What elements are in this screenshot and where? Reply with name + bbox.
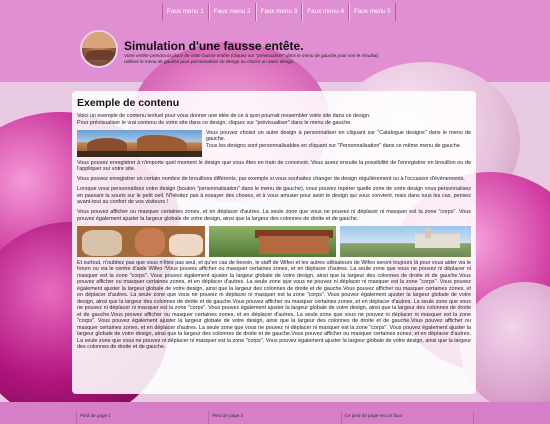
food-image bbox=[77, 226, 205, 257]
tower-shape bbox=[425, 228, 431, 238]
paragraph-1: Vous pouvez enregistrer à n'importe quel moment le design que vous êtes en train de concevoir. Vous aurez ensuite la possibilité de l'enregistrer en brouillon ou de l'appliquer sur votre site. bbox=[77, 159, 471, 172]
ground-shape bbox=[77, 151, 202, 157]
side-text-2: Tous les designs sont personnalisables en cliquant sur "Personnalisation" dans ce même menu de gauche. bbox=[206, 142, 462, 149]
paragraph-3: Lorsque vous personnalisez votre design (bouton "personnalisation" dans le menu de gauche), vous pouvez repérer quelle zone de votre design vous personnalisez en passant la souris sur le petit oeil. N'hésitez pas à essayer des choses, et à vous amuser pour avoir le design qui vous convient, mais dans tous les cas, pensez avant-tout au confort de vos visiteurs ! bbox=[77, 186, 471, 205]
food-shape bbox=[82, 230, 122, 256]
footer-col-1: Pied de page 1 bbox=[76, 411, 208, 424]
side-text bbox=[206, 130, 471, 157]
intro-line-2: Pour prévisualiser le vrai contenu de votre site dans ce design, cliquez sur "prévisualiser" dans le menu de gauche. bbox=[77, 119, 352, 126]
desert-image bbox=[77, 130, 202, 157]
castle-image bbox=[340, 226, 471, 257]
nav-item-1[interactable]: Faux menu 1 bbox=[162, 3, 209, 21]
intro-row bbox=[77, 130, 471, 157]
logo-mountain bbox=[86, 50, 116, 60]
page-title: Exemple de contenu bbox=[77, 97, 180, 109]
house-image bbox=[209, 226, 337, 257]
paragraph-5: Et surtout, n'oubliez pas que vous n'êtes pas seul, et qu'en cas de besoin, le staff de Wifeo et les autres utilisateurs de Wifeo seront toujours là pour vous aider via le forum ou via le centre d'aide Wifeo !Vous pouvez afficher ou masquer certaines zones, et en déplacer d'autres. La seule zone que vous ne pouvez ni déplacer ni masquer est la zone "corps". Vous pouvez également ajuster la largeur globale de votre design, ainsi que la largeur des colonnes de droite et de gauche.Vous pouvez afficher ou masquer certaines zones, et en déplacer d'autres. La seule zone que vous ne pouvez ni déplacer ni masquer est la zone "corps". Vous pouvez également ajuster la largeur globale de votre design, ainsi que la largeur des colonnes de droite et de gauche.Vous pouvez afficher ou masquer certaines zones, et en déplacer d'autres. La seule zone que vous ne pouvez ni déplacer ni masquer est la zone "corps". Vous pouvez également ajuster la largeur globale de votre design, ainsi que la largeur des colonnes de droite et de gauche.Vous pouvez afficher ou masquer certaines zones, et en déplacer d'autres. La seule zone que vous ne pouvez ni déplacer ni masquer est la zone "corps". Vous pouvez également ajuster la largeur globale de votre design, ainsi que la largeur des colonnes de droite et de gauche.Vous pouvez afficher ou masquer certaines zones, et en déplacer d'autres. La seule zone que vous ne pouvez ni déplacer ni masquer est la zone "corps". Vous pouvez également ajuster la largeur globale de votre design, ainsi que la largeur des colonnes de droite et de gauche.Vous pouvez afficher ou masquer certaines zones, et en déplacer d'autres. La seule zone que vous ne pouvez ni déplacer ni masquer est la zone "corps". Vous pouvez également ajuster la largeur globale de votre design, ainsi que la largeur des colonnes de droite et de gauche.Vous pouvez afficher ou masquer certaines zones, et en déplacer d'autres. La seule zone que vous ne pouvez ni déplacer ni masquer est la zone "corps". Vous pouvez également ajuster la largeur globale de votre design, ainsi que la largeur des colonnes de droite et de gauche. bbox=[77, 259, 471, 350]
logo-sky bbox=[82, 32, 118, 48]
intro-line-1: Voici un exemple de contenu textuel pour vous donner une idée de ce à quoi pourrait ressembler votre site dans ce design. bbox=[77, 113, 371, 119]
nav-item-4[interactable]: Faux menu 4 bbox=[302, 3, 349, 21]
footer bbox=[76, 411, 474, 424]
footer-col-2: Pied de page 2 bbox=[208, 411, 340, 424]
paragraph-4: Vous pouvez afficher ou masquer certaines zones, et en déplacer d'autres. La seule zone que vous ne pouvez ni déplacer ni masquer est la zone "corps". Vous pouvez également ajuster la largeur globale de votre design, ainsi que la largeur des colonnes de droite et de gauche. bbox=[77, 209, 471, 222]
top-nav bbox=[162, 3, 396, 21]
site-subtitle-line-2: Utilisez le menu de gauche pour personnaliser ce design ou choisir un autre design. bbox=[124, 58, 295, 64]
paragraph-2: Vous pouvez enregistrer un certain nombre de brouillons différents, par exemple si vous souhaitez changer de design régulièrement ou à l'occasion d'évènements. bbox=[77, 176, 465, 182]
wall-shape bbox=[259, 236, 329, 254]
castle-shape bbox=[415, 234, 460, 248]
side-text-1: Vous pouvez choisir un autre design à personnaliser en cliquant sur "Catalogue designs" dans le menu de gauche. bbox=[206, 129, 471, 142]
rock-shape bbox=[87, 138, 127, 152]
content-panel bbox=[72, 91, 476, 394]
nav-item-5[interactable]: Faux menu 5 bbox=[349, 3, 396, 21]
food-shape bbox=[169, 234, 203, 256]
site-subtitle-line-1: Votre entête prendra la place de cette fausse entête (cliquez sur "prévisualiser" dans le menu de gauche pour voir le résultat). bbox=[124, 53, 380, 58]
nav-item-3[interactable]: Faux menu 3 bbox=[256, 3, 303, 21]
footer-col-3: Ce pied de page est un faux bbox=[341, 411, 474, 424]
food-shape bbox=[135, 228, 165, 256]
nav-item-2[interactable]: Faux menu 2 bbox=[209, 3, 256, 21]
site-logo[interactable] bbox=[80, 30, 118, 68]
site-title: Simulation d'une fausse entête. bbox=[124, 39, 304, 53]
site-subtitle bbox=[124, 53, 424, 64]
image-row bbox=[77, 226, 471, 257]
